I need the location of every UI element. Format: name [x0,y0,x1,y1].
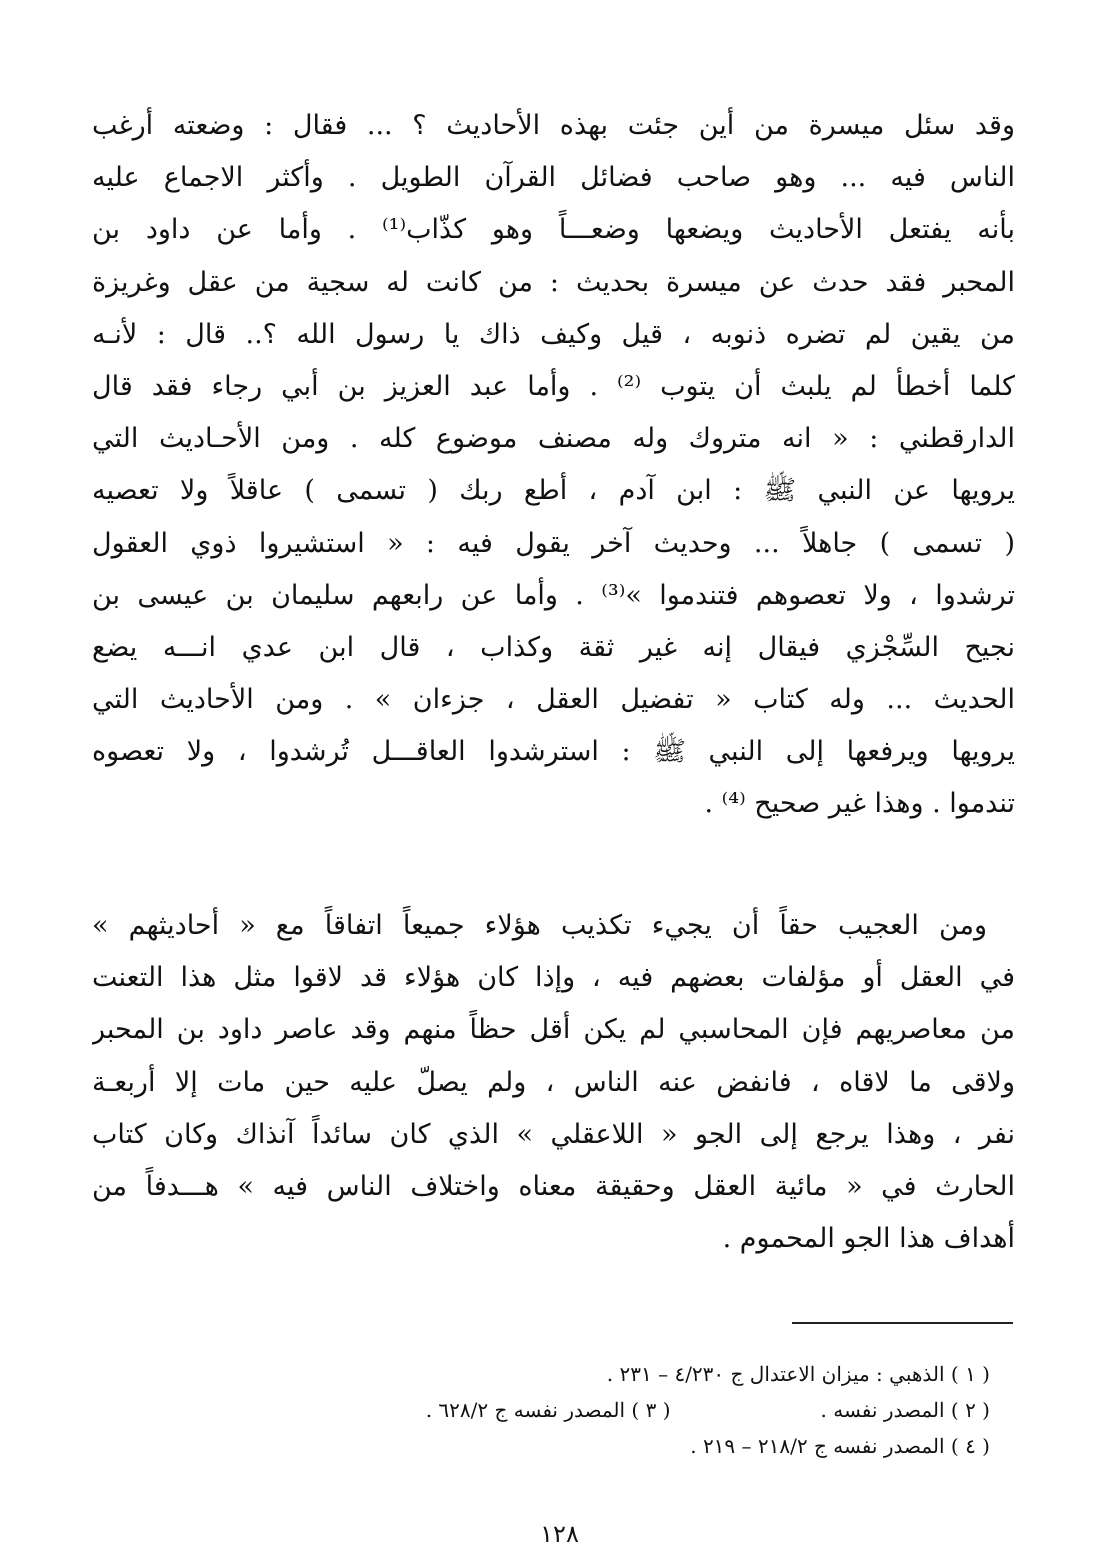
text-line: الحارث في « مائية العقل وحقيقة معناه واختلاف الناس فيه » هـــدفاً من [92,1170,1015,1202]
footnote-separator [792,1322,1013,1324]
text-line: يرويها ويرفعها إلى النبي ﷺ : استرشدوا العاقـــل تُرشدوا ، ولا تعصوه [92,736,1015,768]
text-line: الدارقطني : « انه متروك وله مصنف موضوع كله . ومن الأحـاديث التي [92,423,1015,455]
text-line: ومن العجيب حقاً أن يجيء تكذيب هؤلاء جميعاً اتفاقاً مع « أحاديثهم » [92,910,987,941]
text-line: الحديث ... وله كتاب « تفضيل العقل ، جزءان » . ومن الأحاديث التي [92,684,1015,716]
text-line: من يقين لم تضره ذنوبه ، قيل وكيف ذاك يا رسول الله ؟.. قال : لأنـه [92,318,1015,350]
text-line: المحبر فقد حدث عن ميسرة بحديث : من كانت له سجية من عقل وغريزة [92,266,1015,298]
paragraph-muhasibi [92,900,1015,1265]
footnote-1: ( ١ ) الذهبي : ميزان الاعتدال ج ٤/٢٣٠ – ٢٣١ . [606,1362,990,1386]
footnotes [150,1356,990,1464]
text-line: يرويها عن النبي ﷺ : ابن آدم ، أطع ربك ( تسمى ) عاقلاً ولا تعصيه [92,475,1015,507]
text-line: نفر ، وهذا يرجع إلى الجو « اللاعقلي » الذي كان سائداً آنذاك وكان كتاب [92,1118,1015,1150]
text-line: الناس فيه ... وهو صاحب فضائل القرآن الطويل . وأكثر الاجماع عليه [92,162,1015,194]
text-line: بأنه يفتعل الأحاديث ويضعها وضعـــاً وهو كذّاب⁽¹⁾ . وأما عن داود بن [92,214,1015,246]
text-line: من معاصريهم فإن المحاسبي لم يكن أقل حظاً منهم وقد عاصر داود بن المحبر [92,1014,1015,1046]
footnote-row [150,1392,990,1428]
text-line: نجيح السِّجْزي فيقال إنه غير ثقة وكذاب ، قال ابن عدي انـــه يضع [92,631,1015,663]
text-line: وقد سئل ميسرة من أين جئت بهذه الأحاديث ؟ ... فقال : وضعته أرغب [92,110,1015,141]
text-line: ولاقى ما لاقاه ، فانفض عنه الناس ، ولم يصلّ عليه حين مات إلا أربعـة [92,1066,1015,1098]
text-line: أهداف هذا الجو المحموم . [722,1223,1015,1255]
paragraph-narrators [92,100,1015,831]
text-line: ( تسمى ) جاهلاً ... وحديث آخر يقول فيه : « استشيروا ذوي العقول [92,527,1015,559]
text-line: في العقل أو مؤلفات بعضهم فيه ، وإذا كان هؤلاء قد لاقوا مثل هذا التعنت [92,962,1015,994]
text-line: تندموا . وهذا غير صحيح ⁽⁴⁾ . [704,788,1015,820]
text-line: ترشدوا ، ولا تعصوهم فتندموا »⁽³⁾ . وأما عن رابعهم سليمان بن عيسى بن [92,579,1015,611]
text-line: كلما أخطأ لم يلبث أن يتوب ⁽²⁾ . وأما عبد العزيز بن أبي رجاء فقد قال [92,370,1015,402]
footnote-2: ( ٢ ) المصدر نفسه . [820,1398,990,1422]
footnote-3: ( ٣ ) المصدر نفسه ج ٦٢٨/٢ . [425,1398,671,1422]
footnote-4: ( ٤ ) المصدر نفسه ج ٢١٨/٢ – ٢١٩ . [690,1434,990,1458]
page-number: ١٢٨ [540,1520,579,1548]
